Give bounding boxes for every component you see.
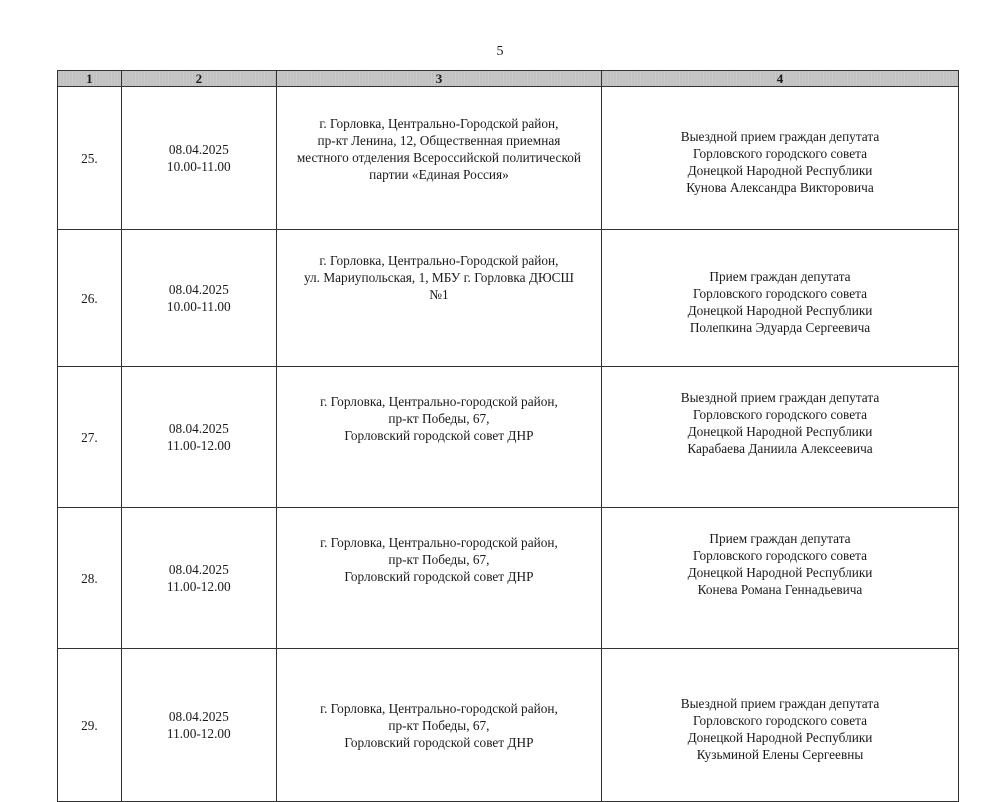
event-cell [602, 508, 959, 649]
place-line: г. Горловка, Центрально-Городской район, [319, 116, 559, 131]
time: 11.00-12.00 [166, 438, 231, 453]
header-col-4: 4 [602, 71, 959, 87]
place-line: Горловский городской совет ДНР [344, 428, 534, 443]
event-line: Полепкина Эдуарда Сергеевича [689, 320, 871, 335]
event-line: Горловского городского совета [693, 286, 867, 301]
date: 08.04.2025 [168, 709, 229, 724]
place-line: пр-кт Победы, 67, [388, 717, 490, 733]
event-line: Донецкой Народной Республики [687, 163, 873, 178]
event-line: Горловского городского совета [693, 548, 867, 563]
place-line: Горловский городской совет ДНР [344, 569, 534, 584]
place-cell [276, 230, 601, 367]
row-number: 27. [58, 367, 122, 508]
event-line: Горловского городского совета [693, 713, 867, 728]
date-time-cell [121, 230, 276, 367]
time: 11.00-12.00 [166, 579, 231, 594]
event-line: Карабаева Даниила Алексеевича [687, 441, 873, 456]
event-line: Выездной прием граждан депутата [680, 129, 880, 144]
row-number: 29. [58, 649, 122, 802]
header-col-2: 2 [121, 71, 276, 87]
place-line: г. Горловка, Центрально-городской район, [320, 535, 558, 550]
page-number: 5 [496, 44, 504, 59]
place-line: ул. Мариупольская, 1, МБУ г. Горловка ДЮСШ [303, 270, 574, 285]
place-line: г. Горловка, Центрально-городской район, [320, 394, 558, 409]
date-time-cell [121, 367, 276, 508]
place-line: Горловский городской совет ДНР [344, 734, 534, 750]
date-time-cell [121, 87, 276, 230]
place-cell [276, 367, 601, 508]
table-row [58, 367, 959, 508]
event-cell [602, 649, 959, 802]
place-line: г. Горловка, Центрально-Городской район, [319, 253, 559, 268]
header-col-3: 3 [276, 71, 601, 87]
table-header-row [58, 71, 959, 87]
time: 11.00-12.00 [166, 726, 231, 741]
event-line: Кузьминой Елены Сергеевны [696, 747, 864, 762]
date: 08.04.2025 [168, 421, 229, 436]
place-cell [276, 649, 601, 802]
event-line: Горловского городского совета [693, 407, 867, 422]
place-line: местного отделения Всероссийской политической [296, 150, 581, 165]
place-line: г. Горловка, Центрально-городской район, [320, 700, 558, 716]
event-cell [602, 87, 959, 230]
event-line: Выездной прием граждан депутата [680, 390, 880, 405]
table-row [58, 649, 959, 802]
date: 08.04.2025 [168, 282, 229, 297]
place-cell [276, 87, 601, 230]
date: 08.04.2025 [168, 142, 229, 157]
place-line: пр-кт Ленина, 12, Общественная приемная [317, 133, 561, 148]
event-line: Прием граждан депутата [709, 531, 851, 546]
place-cell [276, 508, 601, 649]
date: 08.04.2025 [168, 562, 229, 577]
header-col-1: 1 [58, 71, 122, 87]
table-row [58, 508, 959, 649]
event-line: Кунова Александра Викторовича [686, 180, 874, 195]
event-line: Горловского городского совета [693, 146, 867, 161]
row-number: 25. [58, 87, 122, 230]
table-row [58, 87, 959, 230]
event-line: Донецкой Народной Республики [687, 730, 873, 745]
place-line: №1 [429, 287, 449, 302]
event-line: Донецкой Народной Республики [687, 424, 873, 439]
date-time-cell [121, 508, 276, 649]
event-line: Конева Романа Геннадьевича [697, 582, 863, 597]
event-cell [602, 367, 959, 508]
row-number: 26. [58, 230, 122, 367]
row-number: 28. [58, 508, 122, 649]
event-line: Прием граждан депутата [709, 269, 851, 284]
event-line: Донецкой Народной Республики [687, 565, 873, 580]
schedule-table [57, 70, 959, 802]
place-line: партии «Единая Россия» [369, 167, 509, 182]
place-line: пр-кт Победы, 67, [388, 411, 490, 426]
event-line: Выездной прием граждан депутата [680, 696, 880, 711]
place-line: пр-кт Победы, 67, [388, 552, 490, 567]
event-line: Донецкой Народной Республики [687, 303, 873, 318]
time: 10.00-11.00 [166, 159, 231, 174]
date-time-cell [121, 649, 276, 802]
table-row [58, 230, 959, 367]
event-cell [602, 230, 959, 367]
time: 10.00-11.00 [166, 299, 231, 314]
